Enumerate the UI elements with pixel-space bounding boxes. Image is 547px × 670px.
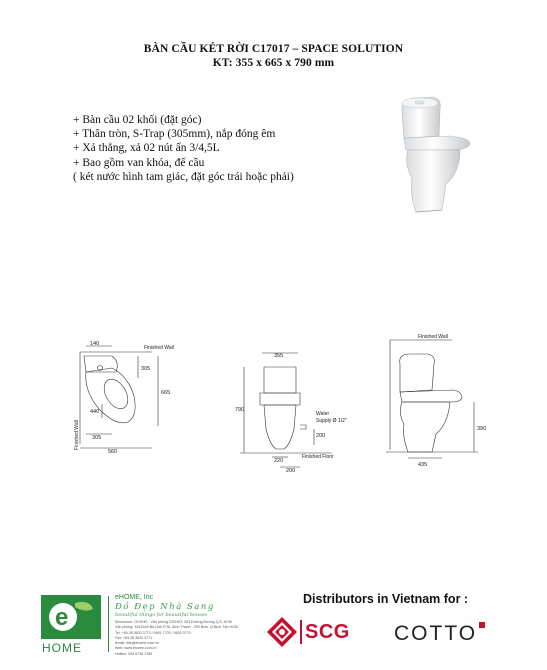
side-view-drawing xyxy=(378,330,508,470)
dim-200: 200 xyxy=(316,433,326,439)
ehome-brand-small: eHOME, Inc xyxy=(115,594,154,601)
svg-text:e: e xyxy=(55,604,69,631)
dim-790: 790 xyxy=(235,407,245,413)
feature-item: ( két nước hình tam giác, đặt góc trái hoặc phải) xyxy=(73,170,294,183)
contact-line: Showroom: OCEHO - Văn phòng OCEHO, 203 Đường Đường Q.5, HCM xyxy=(115,620,232,624)
top-view-drawing xyxy=(72,338,222,458)
feature-list xyxy=(73,113,294,184)
finished-wall-vertical-label: Finished Wall xyxy=(74,420,80,450)
dim-305-bottom: 305 xyxy=(92,435,102,441)
dim-560: 560 xyxy=(108,449,118,455)
dim-440: 440 xyxy=(90,409,100,415)
toilet-product-image xyxy=(390,92,480,220)
footer-divider xyxy=(108,596,109,652)
ehome-tagline-english: beautiful things for beautiful houses xyxy=(115,612,208,618)
finished-wall-side-label: Finished Wall xyxy=(418,334,448,340)
finished-floor-label: Finished Floor xyxy=(302,454,334,460)
dim-435: 435 xyxy=(418,462,428,468)
ehome-home-word: HOME xyxy=(42,641,82,655)
title-line-1: BÀN CẦU KÉT RỜI C17017 – SPACE SOLUTION xyxy=(143,43,404,55)
contact-line: Fax: +84 28 3620 3771 xyxy=(115,635,153,640)
contact-line: Hotline: 094 5736 1789 xyxy=(115,651,153,656)
feature-item: + Bàn cầu 02 khối (đặt góc) xyxy=(73,114,202,126)
cotto-red-square-icon xyxy=(479,622,485,628)
feature-item: + Xả thẳng, xả 02 nút ấn 3/4,5L xyxy=(73,142,220,155)
front-view-drawing xyxy=(232,345,362,475)
title-line-2: KT: 355 x 665 x 790 mm xyxy=(212,57,335,69)
dim-390: 390 xyxy=(477,426,487,432)
scg-emblem-icon xyxy=(266,616,298,648)
contact-line: Email: info@ehome.com.vn xyxy=(115,641,159,646)
dim-305: 305 xyxy=(141,366,151,372)
distributors-heading: Distributors in Vietnam for : xyxy=(303,592,469,606)
contact-line: Web: www.ehome.com.vn xyxy=(115,646,157,651)
ehome-tagline: Đồ Đẹp Nhà Sang xyxy=(115,602,215,612)
ehome-contact-block xyxy=(115,620,238,657)
contact-line: Tel: +84 28 3620 3773 / 0901 7703 / 3620 3770 xyxy=(115,630,191,635)
scg-separator xyxy=(300,620,302,644)
cotto-logo-text: COTTO xyxy=(394,622,478,645)
feature-item: + Bao gồm van khóa, đế cầu xyxy=(73,156,205,169)
water-supply-size-label: Supply Ø 1/2" xyxy=(316,418,347,424)
finished-wall-label: Finished Wall xyxy=(144,345,174,351)
contact-line: Văn phòng: 104 Đinh Bộ Lĩnh P.26, Bình Thạnh - 293 Bình, Q.Bình Tân HCM xyxy=(115,625,238,630)
scg-logo-text: SCG xyxy=(305,621,350,643)
dim-665: 665 xyxy=(161,390,171,396)
feature-item: + Thân tròn, S-Trap (305mm), nắp đóng êm xyxy=(73,128,276,141)
product-title xyxy=(0,42,547,70)
dim-355: 355 xyxy=(274,353,284,359)
dim-220: 220 xyxy=(274,458,284,464)
dim-200-bottom: 200 xyxy=(286,468,296,474)
ehome-logo-icon xyxy=(41,595,101,639)
dim-140: 140 xyxy=(90,341,100,347)
water-supply-label: Water xyxy=(316,411,330,417)
